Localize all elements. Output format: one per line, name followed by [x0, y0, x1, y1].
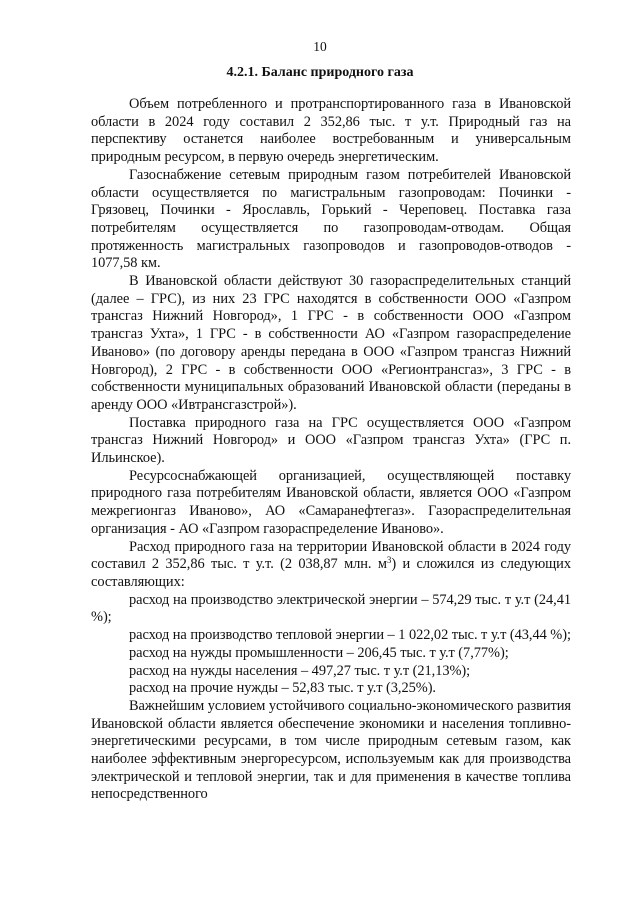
paragraph-population-consumption: расход на нужды населения – 497,27 тыс. т у.т (21,13%); — [129, 662, 471, 679]
consumption-text-end: ) и сложился из следующих составляющих: — [91, 556, 571, 590]
paragraph-gas-supply-pipelines: Газоснабжение сетевым природным газом потребителей Ивановской области осуществляется по магистральным газопроводам: Починки - Грязовец, Починки - Ярославль, Горький - Череповец. Поставка газа потребителям осуществляется по газопроводам-отводам. Общая протяженность магистральных газопроводов и газопроводов-отводов - 1077,58 км. — [91, 166, 571, 272]
section-title: 4.2.1. Баланс природного газа — [226, 65, 414, 80]
paragraph-gas-volume: Объем потребленного и протранспортированного газа в Ивановской области в 2024 году составил 2 352,86 тыс. т у.т. Природный газ на перспективу останется наиболее востребованным и универсальным природным ресурсом, в первую очередь энергетическим. — [91, 96, 571, 166]
paragraph-industry-consumption: расход на нужды промышленности – 206,45 тыс. т у.т (7,77%); — [129, 644, 509, 661]
paragraph-gas-consumption — [91, 539, 571, 592]
paragraph-other-consumption: расход на прочие нужды – 52,83 тыс. т у.т (3,25%). — [129, 680, 436, 697]
paragraph-gas-delivery: Поставка природного газа на ГРС осуществляется ООО «Газпром трансгаз Нижний Новгород» и ООО «Газпром трансгаз Ухта» (ГРС п. Ильинское). — [91, 414, 571, 467]
document-body — [91, 96, 571, 804]
consumption-text-start: Расход природного газа на территории Ивановской области в 2024 году составил 2 352,86 тыс. т у.т. (2 038,87 млн. м — [91, 538, 571, 573]
paragraph-resource-supplier: Ресурсоснабжающей организацией, осуществляющей поставку природного газа потребителям Ивановской области, является ООО «Газпром межрегионгаз Иваново», АО «Самаранефтегаз». Газораспределительная организация - АО «Газпром газораспределение Иваново». — [91, 467, 571, 537]
paragraph-distribution-stations: В Ивановской области действуют 30 газораспределительных станций (далее – ГРС), из них 23 ГРС находятся в собственности ООО «Газпром трансгаз Нижний Новгород», 1 ГРС - в собственности ООО «Газпром трансгаз Ухта», 1 ГРС - в собственности АО «Газпром газораспределение Иваново» (по договору аренды передана в ООО «Газпром трансгаз Нижний Новгород), 2 ГРС - в собственности ООО «Регионтрансгаз», 3 ГРС - в собственности муниципальных образований Ивановской области (переданы в аренду ООО «Ивтрансгазстрой»). — [91, 273, 571, 413]
paragraph-development-condition: Важнейшим условием устойчивого социально-экономического развития Ивановской области является обеспечение экономики и населения топливно-энергетическими ресурсами, в том числе природным сетевым газом, как наиболее эффективным энергоресурсом, используемым как для производства электрической и тепловой энергии, так и для применения в качестве топлива непосредственного — [91, 697, 571, 803]
paragraph-heat-consumption: расход на производство тепловой энергии – 1 022,02 тыс. т у.т (43,44 %); — [129, 627, 571, 644]
cubic-superscript: 3 — [386, 555, 392, 566]
paragraph-electricity-consumption: расход на производство электрической энергии – 574,29 тыс. т у.т (24,41 %); — [91, 591, 571, 626]
page-number: 10 — [313, 39, 327, 54]
